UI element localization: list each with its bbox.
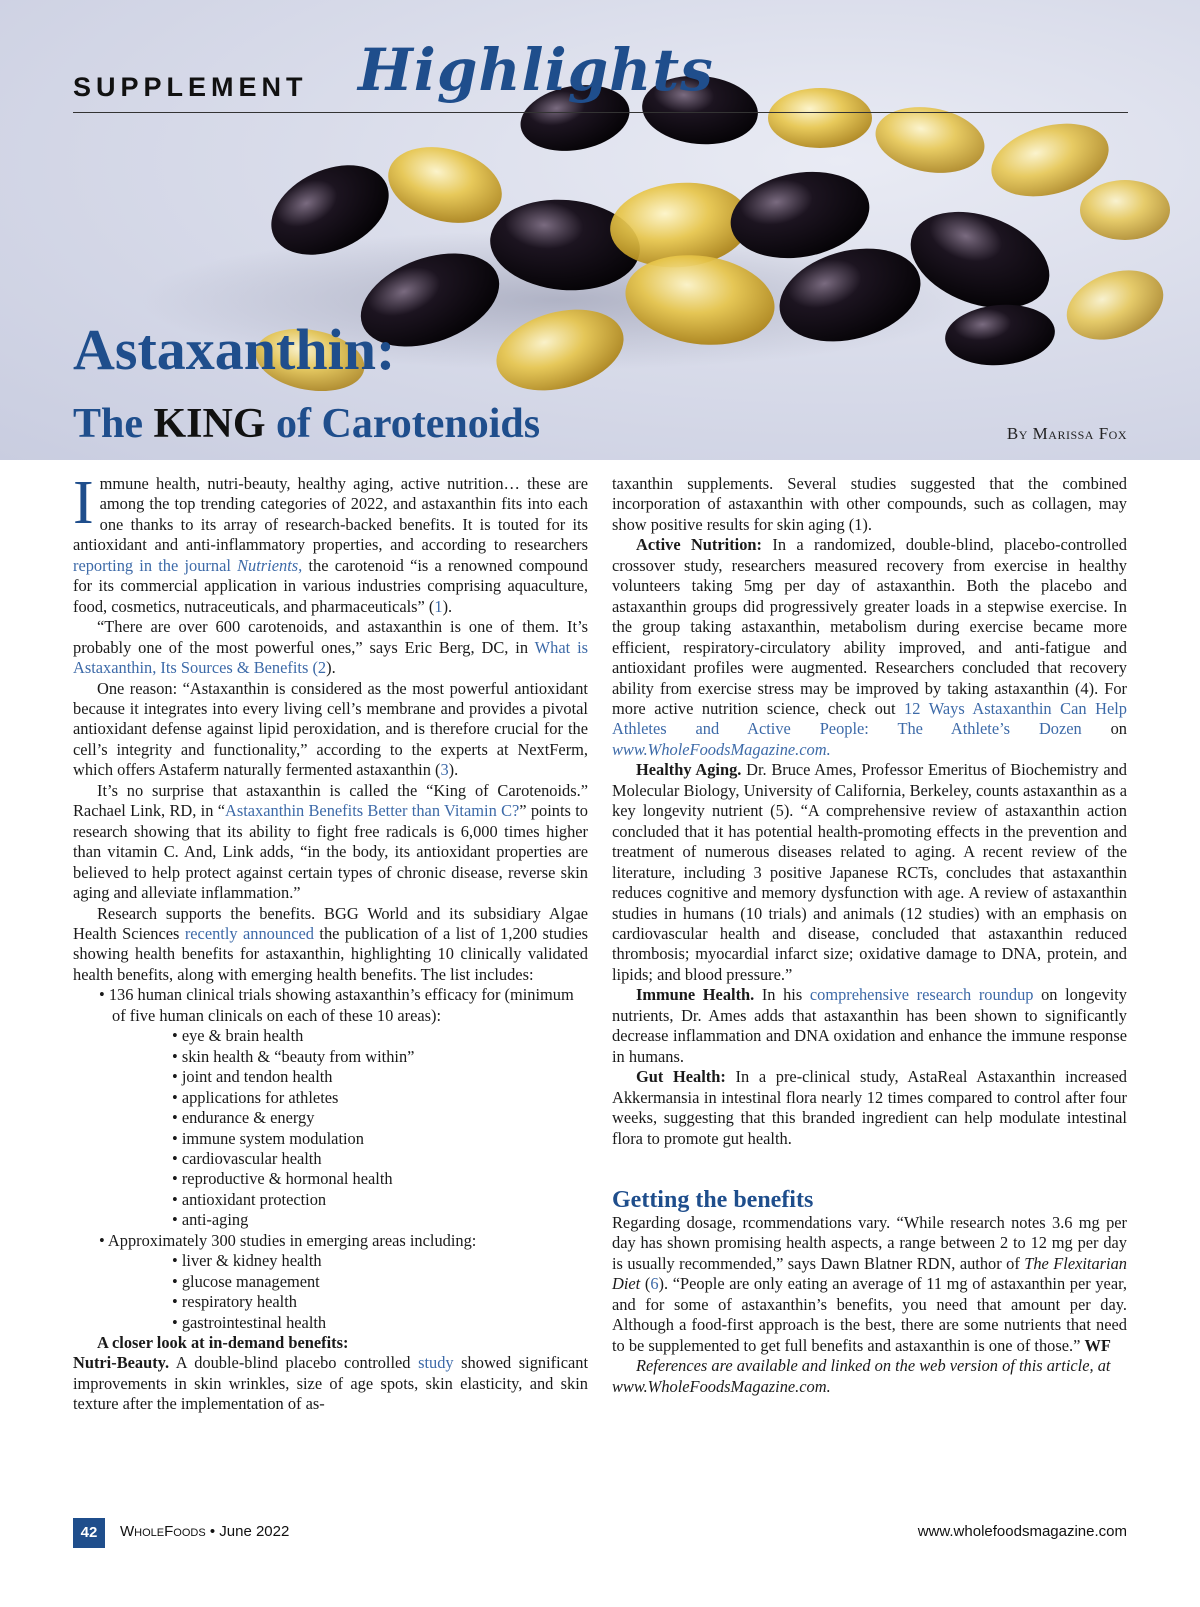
list-item: • 136 human clinical trials showing astaxanthin’s efficacy for (minimum of five human clinicals on each of these 10 areas): • eye & brain health • skin health & “beauty from within” • joint and tendon health • applications for athletes • endurance & energy • immune system modulation • cardiovascular health • reproductive & hormonal health • antioxidant protection • anti-aging bbox=[99, 985, 588, 1230]
list-item: • cardiovascular health bbox=[172, 1148, 322, 1168]
list-item: • skin health & “beauty from within” bbox=[172, 1046, 415, 1066]
list-item: • joint and tendon health bbox=[172, 1067, 333, 1087]
magazine-issue: WholeFoods • June 2022 bbox=[120, 1523, 290, 1540]
research-roundup-link[interactable]: comprehensive research roundup bbox=[809, 985, 1034, 1005]
list-item: • applications for athletes bbox=[172, 1087, 339, 1107]
link-article-vitamin-c[interactable]: Astaxanthin Benefits Better than Vitamin C? bbox=[224, 801, 520, 821]
clinical-areas-list bbox=[112, 1026, 588, 1231]
list-item: • endurance & energy bbox=[172, 1108, 315, 1128]
header-rule bbox=[73, 112, 1128, 113]
list-item: • respiratory health bbox=[172, 1292, 297, 1312]
section-script-title: Highlights bbox=[358, 36, 714, 104]
list-item: • reproductive & hormonal health bbox=[172, 1169, 393, 1189]
paragraph: One reason: “Astaxanthin is considered as the most powerful antioxidant because it integrates into every living cell’s membrane and provides a pivotal antioxidant defense against lipid peroxidation, and is therefore crucial for the cell’s integrity and functionality,” according to the experts at NextFerm, which offers Astaferm naturally fermented astaxanthin (3). bbox=[73, 678, 588, 780]
hero-image bbox=[0, 0, 1200, 460]
closer-look-heading: A closer look at in-demand benefits: bbox=[97, 1333, 349, 1353]
nutri-beauty-paragraph: Nutri-Beauty. A double-blind placebo controlled study showed significant improvements in skin wrinkles, size of age spots, skin elasticity, and skin texture after the implementation of as- bbox=[73, 1353, 588, 1414]
paragraph: Research supports the benefits. BGG World and its subsidiary Algae Health Sciences recently announced the publication of a list of 1,200 studies showing health benefits for astaxanthin, highlighting 10 clinically validated health benefits, along with emerging health benefits. The list includes: bbox=[73, 903, 588, 984]
article-title: Astaxanthin: bbox=[73, 317, 396, 382]
list-item: • immune system modulation bbox=[172, 1128, 364, 1148]
article-subtitle: The KING of Carotenoids bbox=[73, 401, 541, 447]
byline: By Marissa Fox bbox=[1006, 424, 1127, 443]
immune-health-paragraph: Immune Health. In his comprehensive research roundup on longevity nutrients, Dr. Ames adds that astaxanthin has been shown to significantly decrease inflammation and DNA oxidation and enhance the immune response in humans. bbox=[612, 985, 1127, 1066]
list-item: • gastrointestinal health bbox=[172, 1312, 327, 1332]
paragraph: “There are over 600 carotenoids, and astaxanthin is one of them. It’s probably one of the most powerful ones,” says Eric Berg, DC, in What is Astaxanthin, Its Sources & Benefits (2). bbox=[73, 617, 589, 678]
page-number: 42 bbox=[73, 1518, 105, 1548]
benefits-list bbox=[73, 985, 588, 1333]
study-link[interactable]: study bbox=[418, 1353, 454, 1373]
list-item: • antioxidant protection bbox=[172, 1189, 327, 1209]
recently-announced-link[interactable]: recently announced bbox=[184, 923, 315, 943]
list-item: • anti-aging bbox=[172, 1210, 249, 1230]
intro-paragraph: Immune health, nutri-beauty, healthy aging, active nutrition… these are among the top trending categories of 2022, and astaxanthin fits into each one thanks to its array of research-backed benefits. It is touted for its antioxidant and anti-inflammatory properties, and according to researchers reporting in the journal Nutrients, the carotenoid “is a renowned compound for its commercial application in various industries comprising aquaculture, food, cosmetics, nutraceuticals, and pharmaceuticals” (1). bbox=[73, 469, 589, 616]
gut-health-paragraph: Gut Health: In a pre-clinical study, AstaReal Astaxanthin increased Akkermansia in intestinal flora nearly 12 times compared to control after four weeks, suggesting that this branded ingredient can help modulate intestinal flora to promote gut health. bbox=[612, 1067, 1127, 1148]
wholefoods-url-link[interactable]: www.WholeFoodsMagazine.com. bbox=[612, 739, 831, 759]
ref-link-3[interactable]: 3 bbox=[440, 760, 449, 780]
healthy-aging-paragraph: Healthy Aging. Dr. Bruce Ames, Professor Emeritus of Biochemistry and Molecular Biology, University of California, Berkeley, counts astaxanthin as a key longevity nutrient (5). “A comprehensive review of astaxanthin action concluded that it has potential health-promoting effects in the prevention and treatment of numerous diseases related to aging. A recent review of the literature, including 3 positive Japanese RCTs, concludes that astaxanthin reduces cognitive and memory dysfunction with age. A review of astaxanthin studies in humans (10 trials) and animals (12 studies) with an emphasis on cardiovascular health and disease, concluded that astaxanthin reduced thrombosis; myocardial infarct size; oxidative damage to DNA, protein, and lipids; and blood pressure.” bbox=[612, 760, 1128, 984]
section-kicker: SUPPLEMENT bbox=[73, 72, 308, 102]
footer-url[interactable]: www.wholefoodsmagazine.com bbox=[917, 1523, 1127, 1540]
column-left bbox=[73, 469, 589, 1415]
end-mark: WF bbox=[1084, 1335, 1111, 1355]
active-nutrition-paragraph: Active Nutrition: In a randomized, double-blind, placebo-controlled crossover study, researchers measured recovery from exercise in healthy volunteers taking 5mg per day of astaxanthin. Both the placebo and astaxanthin groups did progressively greater loads in a stepwise exercise. In the group taking astaxanthin, metabolism during exercise became more efficient, respiratory-circulatory ability improved, and anti-fatigue and antioxidant profiles were augmented. Researchers concluded that recovery ability from exercise stress may be improved by taking astaxanthin (4). For more active nutrition science, check out 12 Ways Astaxanthin Can Help Athletes and Active People: The Athlete’s Dozen on www.WholeFoodsMagazine.com. bbox=[612, 535, 1127, 759]
paragraph: It’s no surprise that astaxanthin is called the “King of Carotenoids.” Rachael Link, RD, in “Astaxanthin Benefits Better than Vitamin C?” points to research showing that its ability to fight free radicals is 6,000 times higher than vitamin C. And, Link adds, “in the body, its antioxidant properties are believed to help protect against certain types of chronic disease, reverse skin aging and alleviate inflammation.” bbox=[73, 780, 588, 903]
paragraph: taxanthin supplements. Several studies suggested that the combined incorporation of astaxanthin with other compounds, such as collagen, may show positive results for skin aging (1). bbox=[612, 474, 1127, 534]
references-note: References are available and linked on the web version of this article, at www.WholeFoodsMagazine.com. bbox=[612, 1356, 1111, 1396]
column-right bbox=[612, 474, 1127, 1397]
emerging-areas-list bbox=[112, 1251, 588, 1333]
nutrients-journal-link[interactable]: reporting in the journal Nutrients, bbox=[73, 555, 303, 575]
dosage-paragraph: Regarding dosage, rcommendations vary. “While research notes 3.6 mg per day has shown promising health aspects, a range between 2 to 12 mg per day is usually recommended,” says Dawn Blatner RDN, author of The Flexitarian Diet (6). “People are only eating an average of 11 mg of astaxanthin per year, and for some of astaxanthin’s benefits, you need that amount per day. Although a food-first approach is the best, there are some nutrients that need to be supplemented to get full benefits and astaxanthin is one of those.” WF bbox=[612, 1212, 1128, 1355]
berg-article-link[interactable]: What is Astaxanthin, Its Sources & Benefits (2 bbox=[73, 637, 589, 678]
list-item: • eye & brain health bbox=[172, 1026, 304, 1046]
list-item: • Approximately 300 studies in emerging areas including: • liver & kidney health • glucose management • respiratory health • gastrointestinal health bbox=[99, 1231, 588, 1333]
getting-benefits-heading: Getting the benefits bbox=[612, 1186, 814, 1213]
list-item: • glucose management bbox=[172, 1271, 320, 1291]
ref-link-6[interactable]: 6 bbox=[650, 1274, 659, 1294]
ref-link-1[interactable]: 1 bbox=[434, 596, 443, 616]
list-item: • liver & kidney health bbox=[172, 1251, 322, 1271]
drop-cap: I bbox=[73, 469, 94, 537]
athletes-dozen-link[interactable]: 12 Ways Astaxanthin Can Help Athletes and Active People: The Athlete’s Dozen bbox=[612, 698, 1127, 739]
